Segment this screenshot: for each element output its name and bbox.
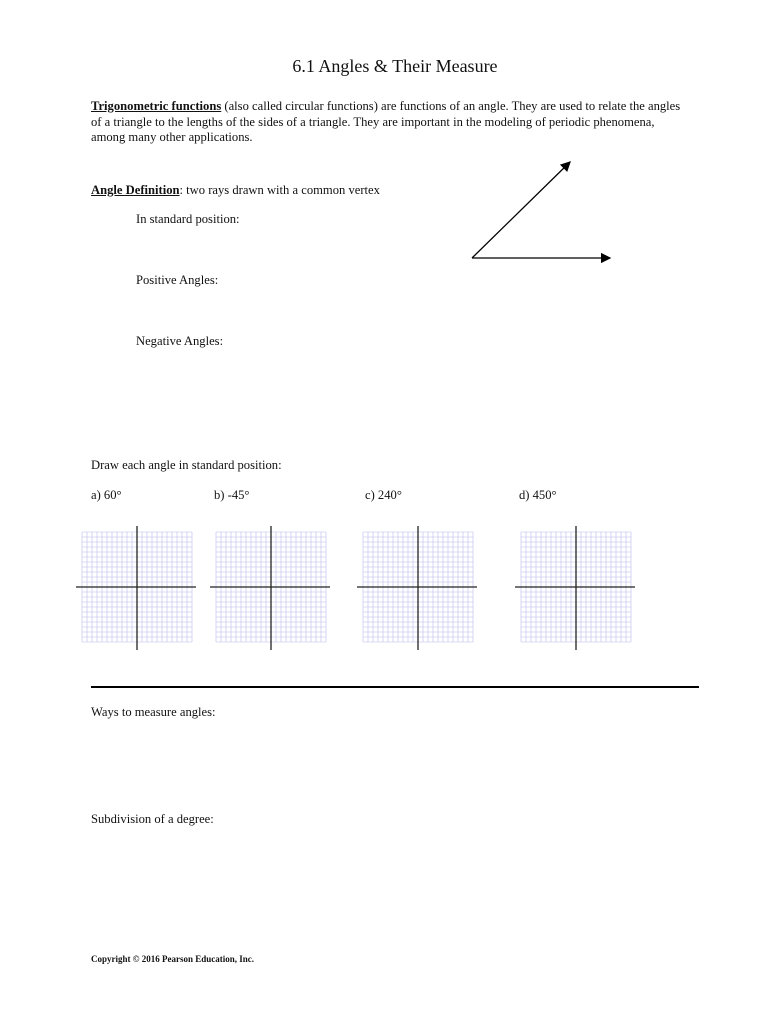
- problem-c-label: c) 240°: [365, 488, 402, 502]
- ways-to-measure-prompt: Ways to measure angles:: [91, 705, 216, 719]
- copyright-notice: Copyright © 2016 Pearson Education, Inc.: [91, 954, 254, 964]
- standard-position-prompt: In standard position:: [136, 212, 240, 226]
- coordinate-grid-b: [210, 526, 330, 650]
- definition-text: : two rays drawn with a common vertex: [179, 183, 380, 197]
- coordinate-grid-a: [76, 526, 196, 650]
- coordinate-grid-d: [515, 526, 635, 650]
- page-title: 6.1 Angles & Their Measure: [292, 56, 498, 76]
- section-divider: [91, 686, 699, 688]
- angle-definition: [91, 183, 380, 198]
- definition-term: Angle Definition: [91, 183, 180, 197]
- subdivision-prompt: Subdivision of a degree:: [91, 812, 214, 826]
- negative-angles-prompt: Negative Angles:: [136, 334, 224, 348]
- intro-paragraph: [91, 99, 681, 146]
- angle-ray-upper: [472, 162, 570, 258]
- draw-instruction: Draw each angle in standard position:: [91, 458, 282, 472]
- coordinate-grid-c: [357, 526, 477, 650]
- problem-b-label: b) -45°: [214, 488, 250, 502]
- problem-d-label: d) 450°: [519, 488, 557, 502]
- intro-term: Trigonometric functions: [91, 99, 222, 113]
- positive-angles-prompt: Positive Angles:: [136, 273, 219, 287]
- problem-a-label: a) 60°: [91, 488, 122, 502]
- angle-diagram: [460, 150, 630, 270]
- intro-text: (also called circular functions) are functions of an angle. They are used to relate the angles of a triangle to the lengths of the sides of a triangle. They are important in the modeling of periodic phenomena, among many other applications.: [91, 99, 681, 144]
